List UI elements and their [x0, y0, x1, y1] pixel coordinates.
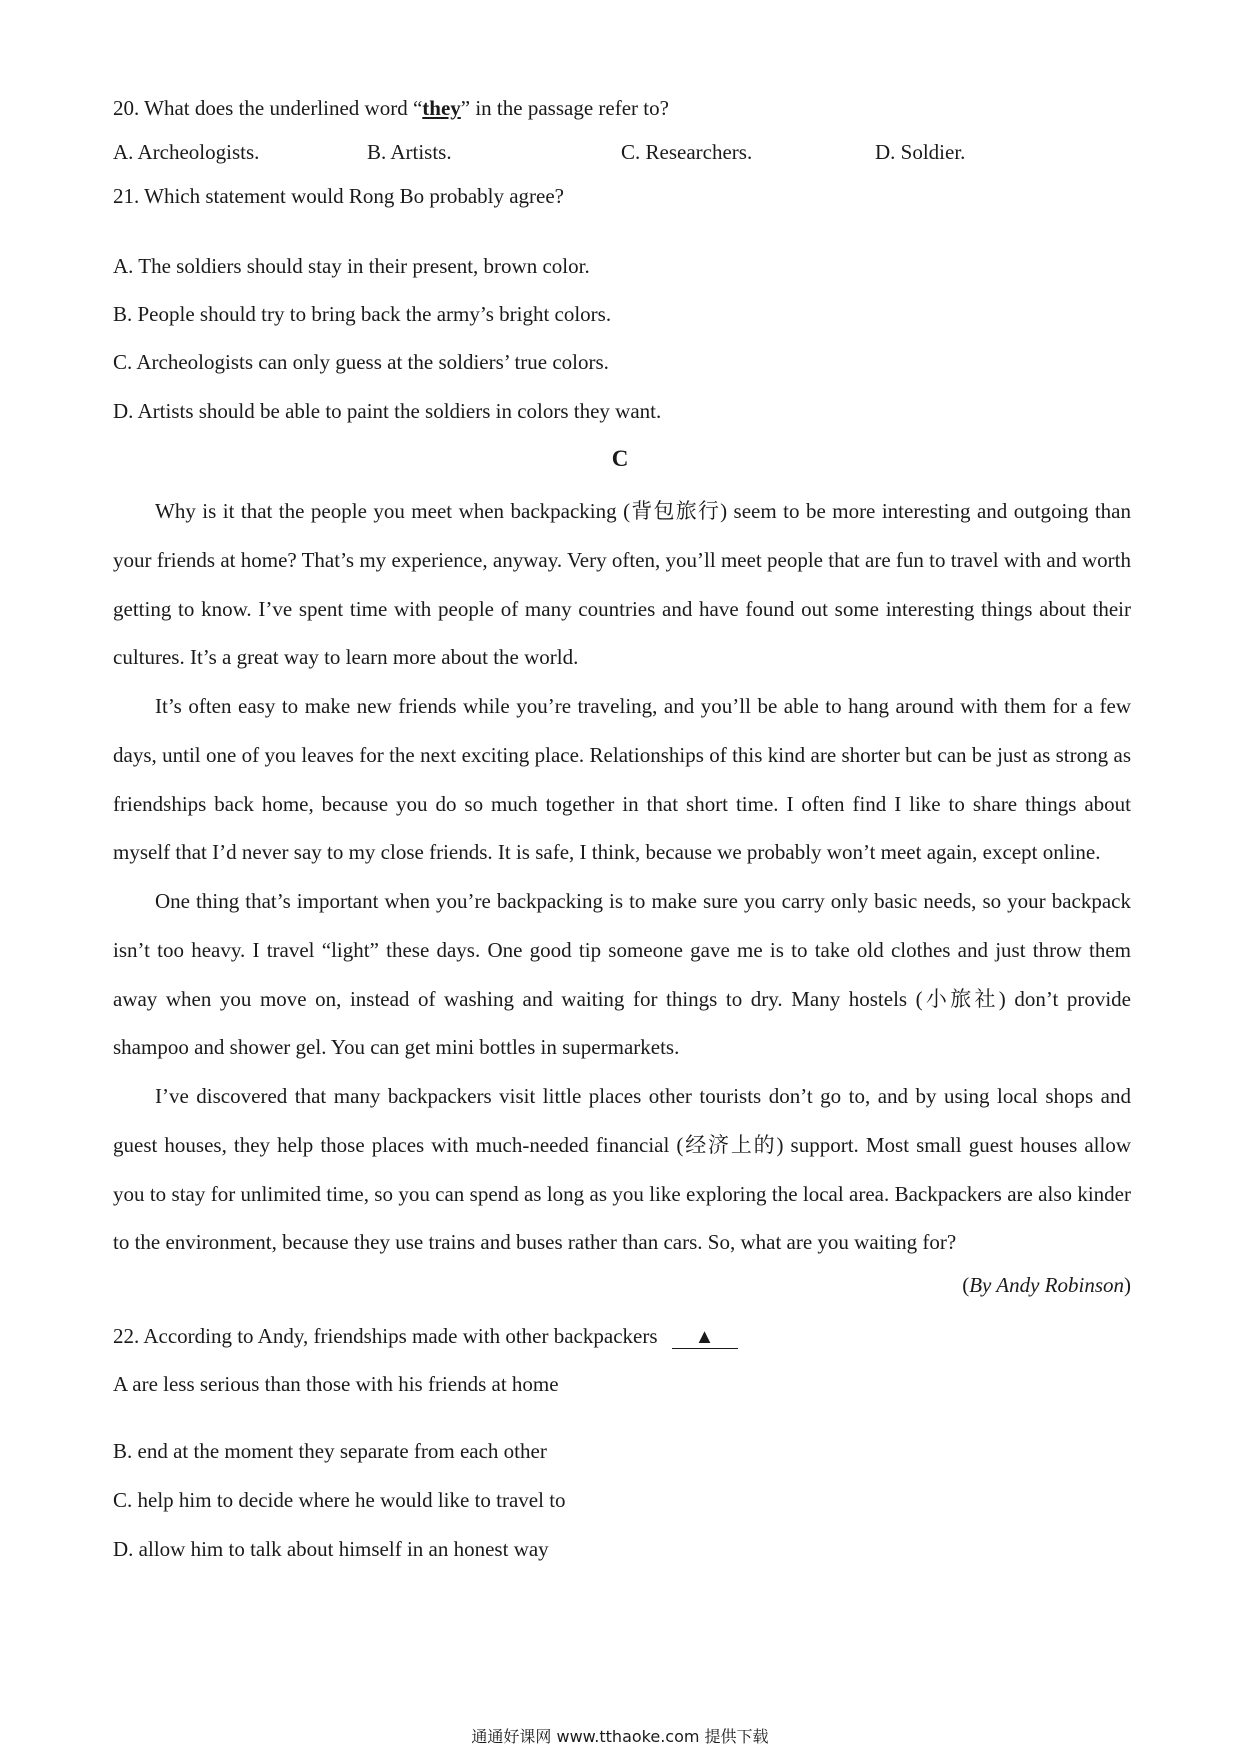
question-20 — [113, 94, 669, 122]
q20-option-d: D. Soldier. — [875, 140, 966, 164]
passage-paragraph-4: I’ve discovered that many backpackers visit little places other tourists don’t go to, and by using local shops and guest houses, they help those places with much-needed financial (经济上的) support. Most small guest houses allow you to stay for unlimited time, so you can spend as long as you like exploring the local area. Backpackers are also kinder to the environment, because they use trains and buses rather than cars. So, what are you waiting for? — [113, 1084, 1131, 1255]
answer-blank: ▲ — [672, 1326, 738, 1349]
question-21: 21. Which statement would Rong Bo probably agree? — [113, 184, 565, 208]
q21-option-a: A. The soldiers should stay in their present, brown color. — [113, 254, 590, 278]
passage-c-heading: C — [611, 446, 629, 471]
question-20-suffix: ” in the passage refer to? — [460, 96, 669, 120]
passage-paragraph-3: One thing that’s important when you’re backpacking is to make sure you carry only basic needs, so your backpack isn’t too heavy. I travel “light” these days. One good tip someone gave me is to take old clothes and just throw them away when you move on, instead of washing and waiting for things to dry. Many hostels (小旅社) don’t provide shampoo and shower gel. You can get mini bottles in supermarkets. — [113, 889, 1131, 1060]
q21-option-b: B. People should try to bring back the army’s bright colors. — [113, 302, 612, 326]
q21-option-d: D. Artists should be able to paint the soldiers in colors they want. — [113, 399, 662, 423]
q20-option-a: A. Archeologists. — [113, 140, 260, 164]
q20-option-c: C. Researchers. — [621, 140, 753, 164]
author-name: By Andy Robinson — [969, 1273, 1124, 1297]
author-credit: (By Andy Robinson) — [962, 1273, 1131, 1297]
question-20-prefix: 20. What does the underlined word “ — [113, 96, 423, 120]
footer-watermark: 通通好课网 www.tthaoke.com 提供下载 — [471, 1727, 769, 1746]
underlined-word: they — [422, 96, 461, 120]
passage-paragraph-1: Why is it that the people you meet when backpacking (背包旅行) seem to be more interesting and outgoing than your friends at home? That’s my experience, anyway. Very often, you’ll meet people that are fun to travel with and worth getting to know. I’ve spent time with people of many countries and have found out some interesting things about their cultures. It’s a great way to learn more about the world. — [113, 499, 1131, 670]
q22-option-a: A are less serious than those with his friends at home — [113, 1372, 559, 1396]
q22-option-b: B. end at the moment they separate from each other — [113, 1439, 547, 1463]
q21-option-c: C. Archeologists can only guess at the soldiers’ true colors. — [113, 350, 609, 374]
q22-option-c: C. help him to decide where he would like to travel to — [113, 1488, 566, 1512]
question-22-text: 22. According to Andy, friendships made with other backpackers — [113, 1324, 658, 1348]
q20-option-b: B. Artists. — [367, 140, 452, 164]
question-22 — [113, 1322, 738, 1350]
q22-option-d: D. allow him to talk about himself in an honest way — [113, 1537, 549, 1561]
passage-paragraph-2: It’s often easy to make new friends while you’re traveling, and you’ll be able to hang around with them for a few days, until one of you leaves for the next exciting place. Relationships of this kind are shorter but can be just as strong as friendships back home, because you do so much together in that short time. I often find I like to share things about myself that I’d never say to my close friends. It is safe, I think, because we probably won’t meet again, except online. — [113, 694, 1131, 865]
question-20-options — [113, 138, 1113, 166]
